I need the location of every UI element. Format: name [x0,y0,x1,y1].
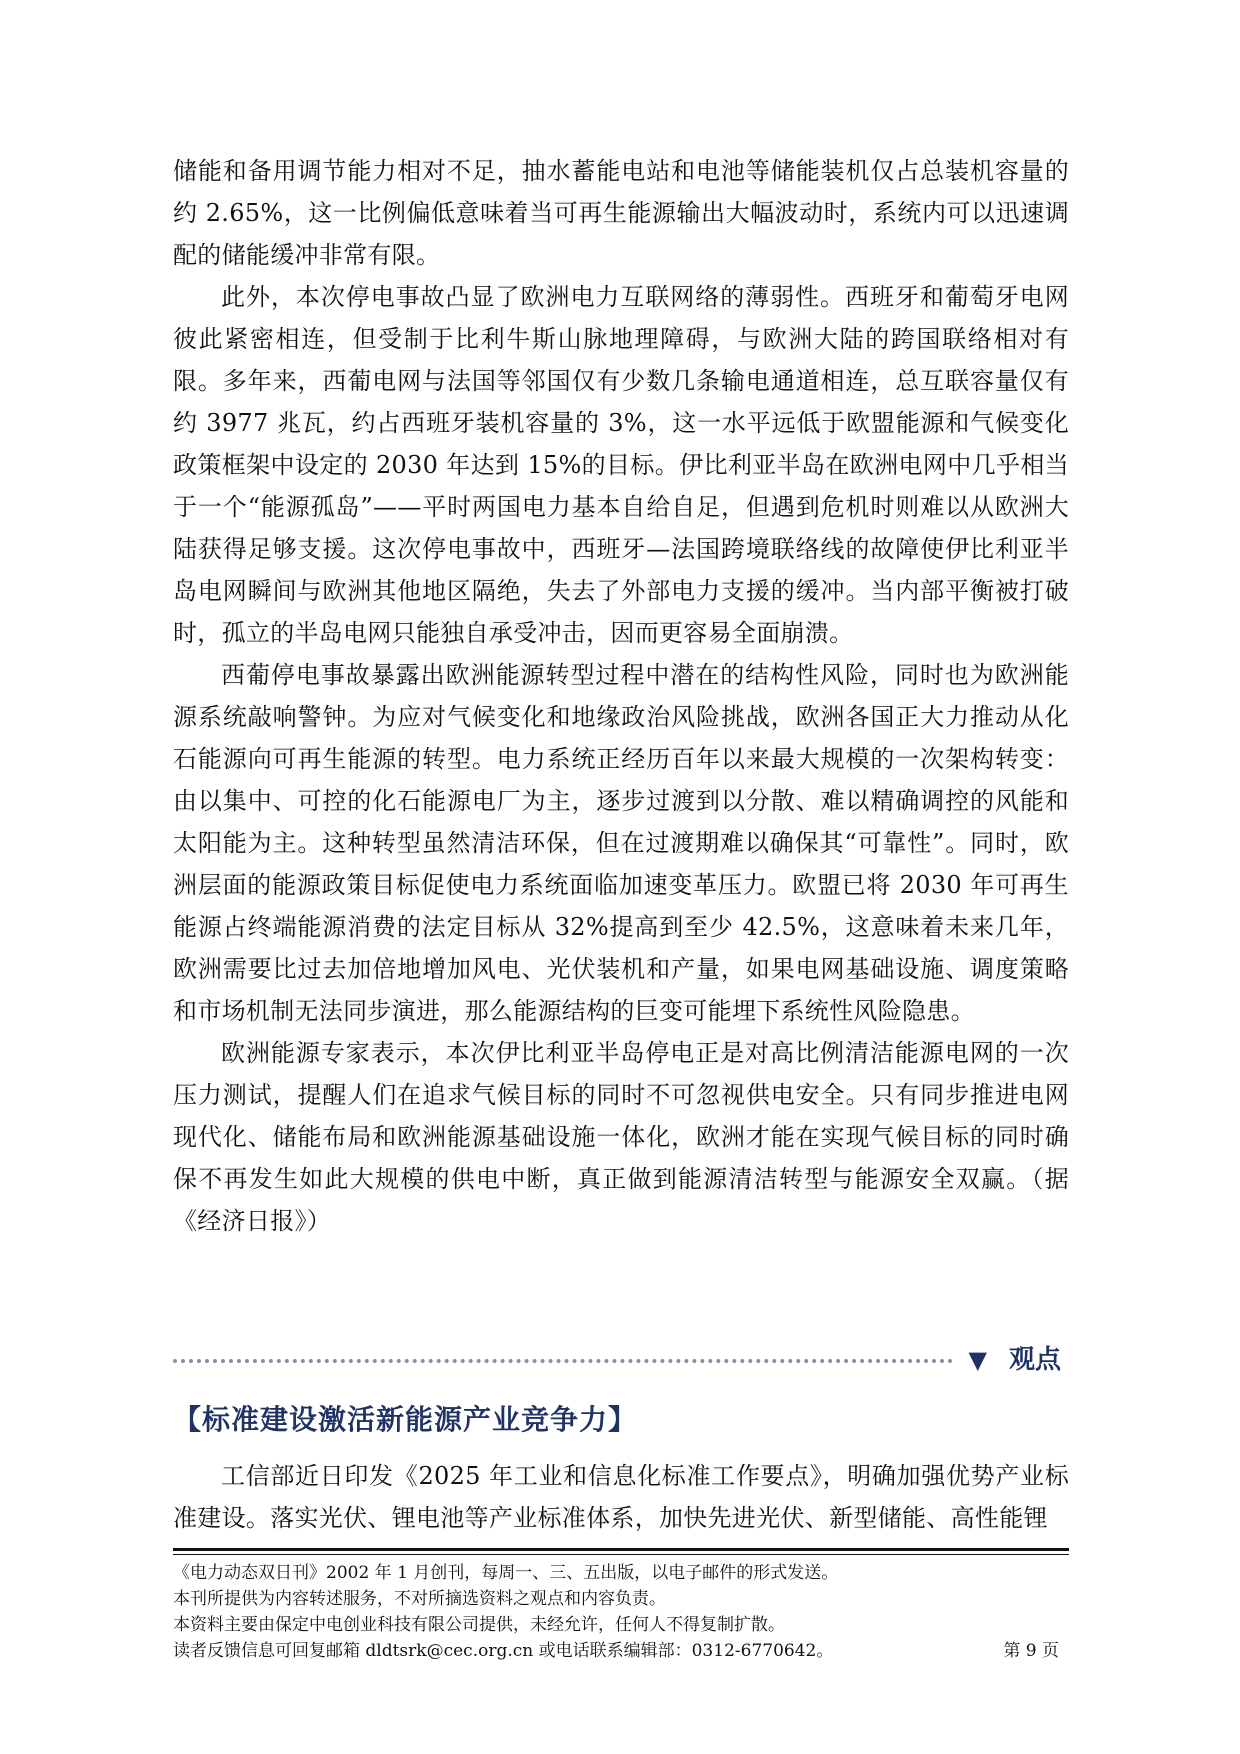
footer-line-4-row [173,1638,1069,1664]
footer-rule-thick [173,1548,1069,1551]
section-divider [173,1340,1069,1380]
footer [173,1560,1069,1664]
dotted-line [173,1359,953,1363]
article-2-paragraph: 工信部近日印发《2025 年工业和信息化标准工作要点》，明确加强优势产业标准建设。落实光伏、锂电池等产业标准体系，加快先进光伏、新型储能、高性能锂 [173,1462,1069,1532]
article-paragraph-2: 此外，本次停电事故凸显了欧洲电力互联网络的薄弱性。西班牙和葡萄牙电网彼此紧密相连，但受制于比利牛斯山脉地理障碍，与欧洲大陆的跨国联络相对有限。多年来，西葡电网与法国等邻国仅有少数几条输电通道相连，总互联容量仅有约 3977 兆瓦，约占西班牙装机容量的 3%，这一水平远低于欧盟能源和气候变化政策框架中设定的 2030 年达到 15%的目标。伊比利亚半岛在欧洲电网中几乎相当于一个“能源孤岛”——平时两国电力基本自给自足，但遇到危机时则难以从欧洲大陆获得足够支援。这次停电事故中，西班牙—法国跨境联络线的故障使伊比利亚半岛电网瞬间与欧洲其他地区隔绝，失去了外部电力支援的缓冲。当内部平衡被打破时，孤立的半岛电网只能独自承受冲击，因而更容易全面崩溃。 [173,283,1069,647]
footer-rule-thin [173,1554,1069,1555]
footer-line-1: 《电力动态双日刊》2002 年 1 月创刊，每周一、三、五出版，以电子邮件的形式发送。 [173,1563,839,1583]
section-label [969,1340,1061,1380]
page-number: 第 9 页 [1003,1641,1059,1661]
article-body [173,150,1069,1242]
article-paragraph-1: 储能和备用调节能力相对不足，抽水蓄能电站和电池等储能装机仅占总装机容量的约 2.65%，这一比例偏低意味着当可再生能源输出大幅波动时，系统内可以迅速调配的储能缓冲非常有限。 [173,157,1069,269]
footer-line-3: 本资料主要由保定中电创业科技有限公司提供，未经允许，任何人不得复制扩散。 [173,1615,785,1635]
article-title: 【标准建设激活新能源产业竞争力】 [173,1403,638,1436]
triangle-down-icon: ▼ [968,1346,987,1374]
article-paragraph-3: 西葡停电事故暴露出欧洲能源转型过程中潜在的结构性风险，同时也为欧洲能源系统敲响警钟。为应对气候变化和地缘政治风险挑战，欧洲各国正大力推动从化石能源向可再生能源的转型。电力系统正经历百年以来最大规模的一次架构转变：由以集中、可控的化石能源电厂为主，逐步过渡到以分散、难以精确调控的风能和太阳能为主。这种转型虽然清洁环保，但在过渡期难以确保其“可靠性”。同时，欧洲层面的能源政策目标促使电力系统面临加速变革压力。欧盟已将 2030 年可再生能源占终端能源消费的法定目标从 32%提高到至少 42.5%，这意味着未来几年，欧洲需要比过去加倍地增加风电、光伏装机和产量，如果电网基础设施、调度策略和市场机制无法同步演进，那么能源结构的巨变可能埋下系统性风险隐患。 [173,661,1069,1025]
section-label-text: 观点 [1008,1345,1061,1375]
article-2-body [173,1455,1069,1539]
article-paragraph-4: 欧洲能源专家表示，本次伊比利亚半岛停电正是对高比例清洁能源电网的一次压力测试，提醒人们在追求气候目标的同时不可忽视供电安全。只有同步推进电网现代化、储能布局和欧洲能源基础设施一体化，欧洲才能在实现气候目标的同时确保不再发生如此大规模的供电中断，真正做到能源清洁转型与能源安全双赢。（据《经济日报》） [173,1039,1069,1235]
footer-line-4: 读者反馈信息可回复邮箱 dldtsrk@cec.org.cn 或电话联系编辑部：0312-6770642。 [173,1641,834,1661]
footer-line-2: 本刊所提供为内容转述服务，不对所摘选资料之观点和内容负责。 [173,1589,666,1609]
